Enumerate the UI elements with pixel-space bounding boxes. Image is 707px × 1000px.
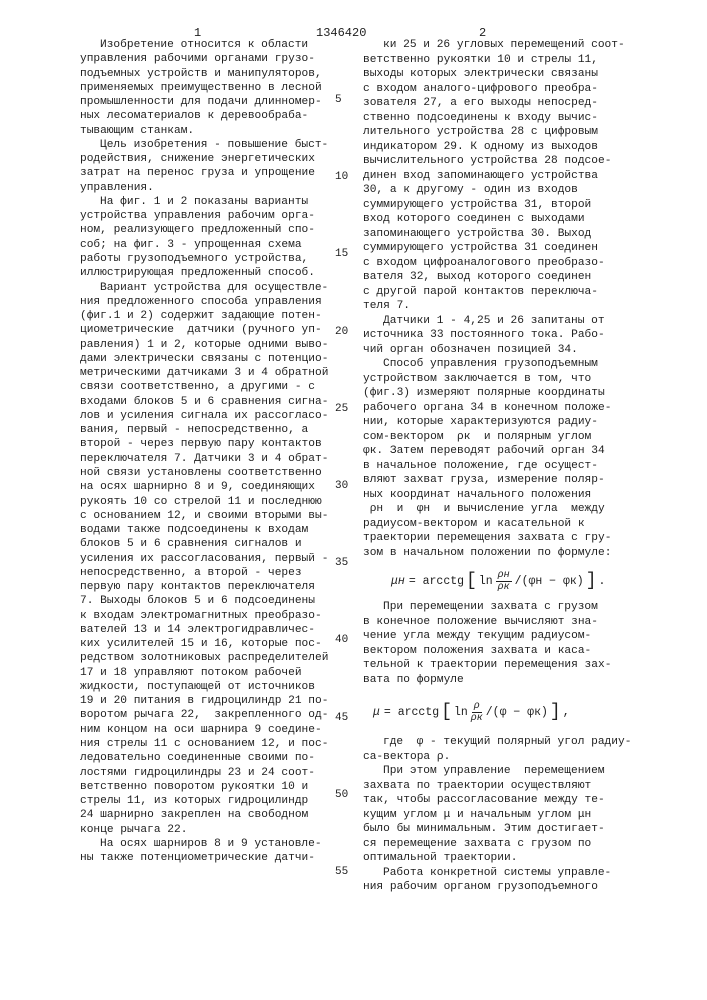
formula-rest: /(φ − φк): [486, 706, 548, 719]
formula-ln: ln: [454, 706, 468, 719]
text-line: 17 и 18 управляют потоком рабочей: [80, 666, 332, 680]
text-line: вания, первый - непосредственно, а: [80, 423, 332, 437]
text-line: в начальное положение, где осущест-: [363, 459, 615, 474]
text-line: 24 шарнирно закреплен на свободном: [80, 808, 332, 822]
text-line: (фиг.1 и 2) содержит задающие потен-: [80, 309, 332, 323]
text-line: применяемых преимущественно в лесной: [80, 81, 332, 95]
text-line: вляют захват груза, измерение поляр-: [363, 473, 615, 488]
text-line: 19 и 20 питания в гидроцилиндр 21 по-: [80, 694, 332, 708]
text-line: лительного устройства 28 с цифровым: [363, 125, 615, 140]
text-line: суммирующего устройства 31 соединен: [363, 241, 615, 256]
formula-eq: = arcctg: [409, 575, 464, 588]
text-line: циометрические датчики (ручного уп-: [80, 323, 332, 337]
text-line: ледовательно соединенные своими по-: [80, 751, 332, 765]
formula-denominator: ρк: [471, 713, 483, 724]
text-line: Вариант устройства для осуществле-: [80, 281, 332, 295]
text-line: стрелы 11, из которых гидроцилиндр: [80, 794, 332, 808]
text-line: равления) 1 и 2, которые одними выво-: [80, 338, 332, 352]
text-line: Изобретение относится к области: [80, 38, 332, 52]
text-line: зом в начальном положении по формуле:: [363, 546, 615, 561]
page-number-right: 2: [479, 26, 486, 40]
text-line: редством золотниковых распределителей: [80, 651, 332, 665]
formula-left-bracket: [: [466, 571, 477, 591]
line-number: 20: [335, 326, 348, 338]
text-line: переключателя 7. Датчики 3 и 4 обрат-: [80, 452, 332, 466]
text-line: первую пару контактов переключателя: [80, 580, 332, 594]
text-line: динен вход запоминающего устройства: [363, 169, 615, 184]
text-line: (фиг.3) измеряют полярные координаты: [363, 386, 615, 401]
formula-fraction: [471, 701, 483, 724]
text-line: с другой парой контактов переключа-: [363, 285, 615, 300]
text-line: ки 25 и 26 угловых перемещений соот-: [363, 38, 615, 53]
formula-initial-angle: [363, 566, 615, 596]
text-line: непосредственно, а второй - через: [80, 566, 332, 580]
text-line: При перемещении захвата с грузом: [363, 600, 615, 615]
text-line: рабочего органа 34 в конечном положе-: [363, 401, 615, 416]
text-line: затрат на перенос груза и упрощение: [80, 166, 332, 180]
left-text-column: [80, 38, 332, 865]
formula-lhs: μ: [373, 706, 380, 719]
text-line: где φ - текущий полярный угол радиу-: [363, 735, 615, 750]
line-number: 50: [335, 789, 348, 801]
text-line: суммирующего устройства 31, второй: [363, 198, 615, 213]
text-line: чий орган обозначен позицией 34.: [363, 343, 615, 358]
text-block-2: [363, 600, 615, 687]
text-line: с входом цифроаналогового преобразо-: [363, 256, 615, 271]
text-line: метрическими датчиками 3 и 4 обратной: [80, 366, 332, 380]
line-number: 5: [335, 94, 342, 106]
formula-numerator: ρ: [472, 701, 482, 713]
text-line: водами также подсоединены к входам: [80, 523, 332, 537]
text-block-3: [363, 735, 615, 895]
formula-right-bracket: ]: [586, 571, 597, 591]
text-line: При этом управление перемещением: [363, 764, 615, 779]
text-line: ном, реализующего предложенный спо-: [80, 223, 332, 237]
text-line: жидкости, поступающей от источников: [80, 680, 332, 694]
text-line: радиусом-вектором и касательной к: [363, 517, 615, 532]
line-number: 15: [335, 248, 348, 260]
text-line: второй - через первую пару контактов: [80, 437, 332, 451]
page-number-left: 1: [194, 26, 201, 40]
text-line: ния предложенного способа управления: [80, 295, 332, 309]
line-number: 30: [335, 480, 348, 492]
text-line: тельной к траектории перемещения зах-: [363, 658, 615, 673]
text-line: было бы минимальным. Этим достигает-: [363, 822, 615, 837]
text-line: На фиг. 1 и 2 показаны варианты: [80, 195, 332, 209]
text-line: вата по формуле: [363, 673, 615, 688]
text-line: теля 7.: [363, 299, 615, 314]
text-line: Способ управления грузоподъемным: [363, 357, 615, 372]
text-line: управления рабочими органами грузо-: [80, 52, 332, 66]
text-line: усиления их рассогласования, первый -: [80, 552, 332, 566]
text-line: блоков 5 и 6 сравнения сигналов и: [80, 537, 332, 551]
text-line: воротом рычага 22, закрепленного од-: [80, 708, 332, 722]
text-line: входами блоков 5 и 6 сравнения сигна-: [80, 395, 332, 409]
text-line: тывающим станкам.: [80, 124, 332, 138]
text-line: так, чтобы рассогласование между те-: [363, 793, 615, 808]
line-number: 55: [335, 866, 348, 878]
text-line: ных лесоматериалов к деревообраба-: [80, 109, 332, 123]
text-line: ния рабочим органом грузоподъемного: [363, 880, 615, 895]
text-line: чение угла между текущим радиусом-: [363, 629, 615, 644]
text-line: зователя 27, а его выходы непосред-: [363, 96, 615, 111]
text-line: ния стрелы 11 с основанием 12, и пос-: [80, 737, 332, 751]
text-line: лостями гидроцилиндры 23 и 24 соот-: [80, 766, 332, 780]
formula-right-bracket: ]: [550, 702, 561, 722]
text-line: кущим углом μ и начальным углом μн: [363, 808, 615, 823]
line-number: 25: [335, 403, 348, 415]
text-line: к входам электромагнитных преобразо-: [80, 609, 332, 623]
text-line: конце рычага 22.: [80, 823, 332, 837]
text-line: вателей 13 и 14 электрогидравличес-: [80, 623, 332, 637]
text-line: вателя 32, выход которого соединен: [363, 270, 615, 285]
text-line: вход которого соединен с выходами: [363, 212, 615, 227]
text-line: ним концом на оси шарнира 9 соедине-: [80, 723, 332, 737]
text-line: са-вектора ρ.: [363, 750, 615, 765]
text-line: ветственно поворотом рукоятки 10 и: [80, 780, 332, 794]
text-line: выходы которых электрически связаны: [363, 67, 615, 82]
text-line: захвата по траектории осуществляют: [363, 779, 615, 794]
formula-fraction: [496, 570, 512, 593]
text-line: нии, которые характеризуются радиу-: [363, 415, 615, 430]
patent-number: 1346420: [316, 26, 366, 40]
text-line: ных координат начального положения: [363, 488, 615, 503]
text-line: работы грузоподъемного устройства,: [80, 252, 332, 266]
text-line: На осях шарниров 8 и 9 установле-: [80, 837, 332, 851]
text-line: ρн и φн и вычисление угла между: [363, 502, 615, 517]
formula-left-bracket: [: [441, 702, 452, 722]
text-line: соб; на фиг. 3 - упрощенная схема: [80, 238, 332, 252]
formula-eq: = arcctg: [384, 706, 439, 719]
line-number: 10: [335, 171, 348, 183]
text-line: 7. Выходы блоков 5 и 6 подсоединены: [80, 594, 332, 608]
text-line: связи соответственно, а другими - с: [80, 380, 332, 394]
text-line: сом-вектором ρк и полярным углом: [363, 430, 615, 445]
text-block-1: [363, 38, 615, 560]
formula-rest: /(φн − φк): [515, 575, 584, 588]
right-text-column: [363, 38, 615, 895]
text-line: ны также потенциометрические датчи-: [80, 851, 332, 865]
text-line: Датчики 1 - 4,25 и 26 запитаны от: [363, 314, 615, 329]
text-line: φк. Затем переводят рабочий орган 34: [363, 444, 615, 459]
text-line: ственно подсоединены к входу вычис-: [363, 111, 615, 126]
text-line: источника 33 постоянного тока. Рабо-: [363, 328, 615, 343]
text-line: с входом аналого-цифрового преобра-: [363, 82, 615, 97]
formula-end: .: [599, 575, 606, 588]
formula-numerator: ρн: [496, 570, 512, 582]
text-line: вычислительного устройства 28 подсое-: [363, 154, 615, 169]
text-line: управления.: [80, 181, 332, 195]
text-line: ких усилителей 15 и 16, которые пос-: [80, 637, 332, 651]
text-line: дами электрически связаны с потенцио-: [80, 352, 332, 366]
text-line: ся перемещение захвата с грузом по: [363, 837, 615, 852]
text-line: на осях шарнирно 8 и 9, соединяющих: [80, 480, 332, 494]
text-line: родействия, снижение энергетических: [80, 152, 332, 166]
text-line: рукоять 10 со стрелой 11 и последнюю: [80, 495, 332, 509]
text-line: промышленности для подачи длинномер-: [80, 95, 332, 109]
line-number: 35: [335, 557, 348, 569]
text-line: в конечное положение вычисляют зна-: [363, 615, 615, 630]
text-line: 30, а к другому - один из входов: [363, 183, 615, 198]
text-line: с основанием 12, и своими вторыми вы-: [80, 509, 332, 523]
text-line: ветственно рукоятки 10 и стрелы 11,: [363, 53, 615, 68]
line-number: 40: [335, 634, 348, 646]
text-line: устройства управления рабочим орга-: [80, 209, 332, 223]
formula-lhs: μн: [391, 575, 405, 588]
text-line: оптимальной траектории.: [363, 851, 615, 866]
text-line: подъемных устройств и манипуляторов,: [80, 67, 332, 81]
line-number: 45: [335, 712, 348, 724]
formula-end: ,: [563, 706, 570, 719]
text-line: Цель изобретения - повышение быст-: [80, 138, 332, 152]
text-line: индикатором 29. К одному из выходов: [363, 140, 615, 155]
text-line: траектории перемещения захвата с гру-: [363, 531, 615, 546]
text-line: лов и усиления сигнала их рассогласо-: [80, 409, 332, 423]
formula-ln: ln: [479, 575, 493, 588]
text-line: Работа конкретной системы управле-: [363, 866, 615, 881]
text-line: устройством заключается в том, что: [363, 372, 615, 387]
formula-denominator: ρк: [498, 582, 510, 593]
text-line: запоминающего устройства 30. Выход: [363, 227, 615, 242]
text-line: иллюстрирующая предложенный способ.: [80, 266, 332, 280]
text-line: ной связи установлены соответственно: [80, 466, 332, 480]
text-line: вектором положения захвата и каса-: [363, 644, 615, 659]
formula-current-angle: [363, 697, 615, 727]
